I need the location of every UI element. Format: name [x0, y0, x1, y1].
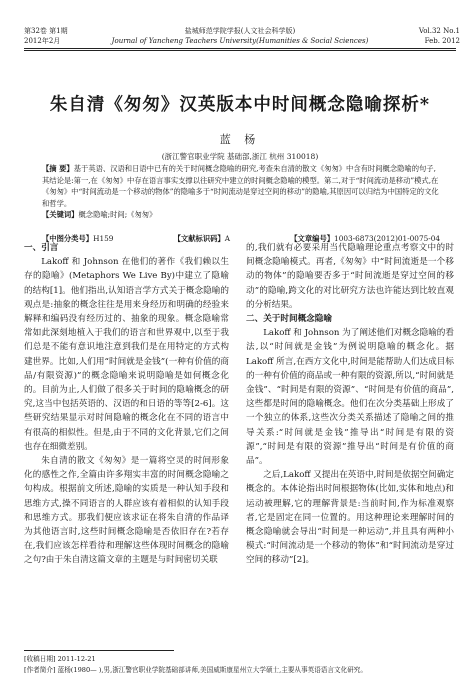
paragraph: 朱自清的散文《匆匆》是一篇将空灵的时间形象化的感性之作,全篇由许多翔实丰富的时间概念隐喻之句构成。根据前文所述,隐喻的实质是一种认知手段和思维方式,操不同语言的人群应该有着相似的认知手段和思维方式。那我们便应该求证在将朱自清的作品译为其他语言时,这些时间概念隐喻是否依旧存在?若存在,我们应该怎样看待和理解这些体现时间概念的隐喻之句?由于朱自清这篇文章的主题是与时间密切关联: [24, 456, 229, 566]
header-rule-thin: [24, 50, 456, 51]
keywords-label: 【关键词】: [42, 210, 79, 220]
article-label: 【文章编号】: [290, 234, 335, 243]
abstract: [42, 163, 440, 209]
abstract-text: 基于英语、汉语和日语中已有的关于时间概念隐喻的研究,考查朱自清的散文《匆匆》中含有时间概念隐喻的句子,其结论是:第一,在《匆匆》中存在语言事实支撑以往研究中建立的时间概念隐喻的模型。第二,对于“时间流动是移动”模式,在《匆匆》中“时间流动是一个移动的物体”的隐喻多于“时间流动是穿过空间的移动”的隐喻,其原因可以归结为中国特定的文化和哲学。: [42, 164, 439, 208]
header-rule: [24, 48, 456, 49]
date-en: Feb. 2012: [424, 37, 460, 45]
doc-value: A: [224, 234, 230, 243]
paragraph: Lakoff 和 Johnson 为了阐述他们对概念隐喻的看法,以“时间就是金钱”为例说明隐喻的概念化。据 Lakoff 所言,在西方文化中,时间是能帮助人们达成目标的一种有价值的商品或一种有限的资源,所以,“时间就是金钱”、“时间是有限的资源”、“时间是有价值的商品”,这些都是时间的隐喻概念。他们在次分类基础上形成了一个独立的体系,这些次分类关系描述了隐喻之间的推导关系:“时间就是金钱”推导出“时间是有限的资源”,“时间是有限的资源”推导出“时间是有价值的商品”。: [246, 328, 454, 467]
body-column-right: [246, 241, 454, 568]
section-heading-time-metaphor: 二、关于时间概念隐喻: [246, 314, 332, 325]
keywords-text: 概念隐喻;时间;《匆匆》: [78, 210, 157, 220]
paragraph: 的,我们就有必要采用当代隐喻理论重点考察文中的时间概念隐喻模式。再者,《匆匆》中“时间流逝是一个移动的物体”的隐喻要否多于“时间流逝是穿过空间的移动”的隐喻,跨文化的对比研究方法也许能达到比较直观的分析结果。: [246, 243, 454, 310]
journal-name-cn: 盐城师范学院学报(人文社会科学版): [184, 27, 296, 35]
date-cn: 2012年2月: [24, 37, 61, 45]
doc-label: 【文献标识码】: [173, 234, 225, 243]
footnote-block: [24, 654, 456, 675]
clc-value: H159: [93, 234, 114, 243]
journal-name-en: Journal of Yancheng Teachers University(Humanities & Social Sciences): [111, 37, 369, 45]
body-column-left: [24, 241, 229, 568]
article-value: 1003-6873(2012)01-0075-04: [334, 234, 440, 243]
abstract-block: [42, 163, 440, 221]
volume-issue-en: Vol.32 No.1: [418, 27, 460, 35]
author-name: 蓝 杨: [219, 133, 261, 146]
running-header-center: [110, 26, 370, 46]
received-date: [收稿日期] 2011-12-21: [24, 655, 96, 663]
author-affiliation: (浙江警官职业学院 基础部,浙江 杭州 310018): [161, 152, 319, 161]
article-title: 朱自清《匆匆》汉英版本中时间概念隐喻探析*: [49, 95, 431, 115]
section-heading-intro: 一、引言: [24, 243, 59, 253]
paragraph: 之后,Lakoff 又提出在英语中,时间是依据空间确定概念的。本体论指出时间根据物体(比如,实体和地点)和运动被理解,它的理解背景是:当前时间,作为标准观察者,它是固定在同一位置的。用这种理论来理解时间的概念隐喻就会导出“时间是一种运动”,并且具有两种小模式:“时间流动是一个移动的物体”和“时间流动是穿过空间的移动”[2]。: [246, 470, 454, 566]
running-header-right: [390, 26, 460, 46]
running-header-left: [24, 26, 68, 46]
keywords: [42, 209, 440, 221]
abstract-label: 【摘 要】: [42, 164, 74, 173]
paragraph: Lakoff 和 Johnson 在他们的著作《我们赖以生存的隐喻》(Metaphors We Live By)中建立了隐喻的结构[1]。他们指出,认知语言学方式关于概念隐喻的观点是:抽象的概念往往是用来身经历和明确的经验来解释和编码没有经历过的、抽象的现象。概念隐喻常常如此深刻地植入于我们的语言和世界观中,以至于我们总是不能有意识地注意到我们是在用特定的方式构建世界。比如,人们用“时间就是金钱”(一种有价值的商品/有限资源)”的概念隐喻来说明隐喻是如何概念化的。目前为止,人们做了很多关于时间的隐喻概念的研究,这当中包括英语的、汉语的和日语的等等[2-6]。这些研究结果显示对时间隐喻的概念化在不同的语言中有很高的相似性。但是,由于不同的文化背景,它们之间也存在细微差别。: [24, 257, 229, 452]
clc-label: 【中图分类号】: [42, 234, 94, 243]
volume-issue-cn: 第32卷 第1期: [24, 27, 68, 35]
footnote-rule: [24, 650, 174, 651]
author-bio: [作者简介] 蓝杨(1980— ),男,浙江警官职业学院基础部讲师,美国威斯康星州立大学硕士,主要从事英语语言文化研究。: [24, 665, 367, 674]
